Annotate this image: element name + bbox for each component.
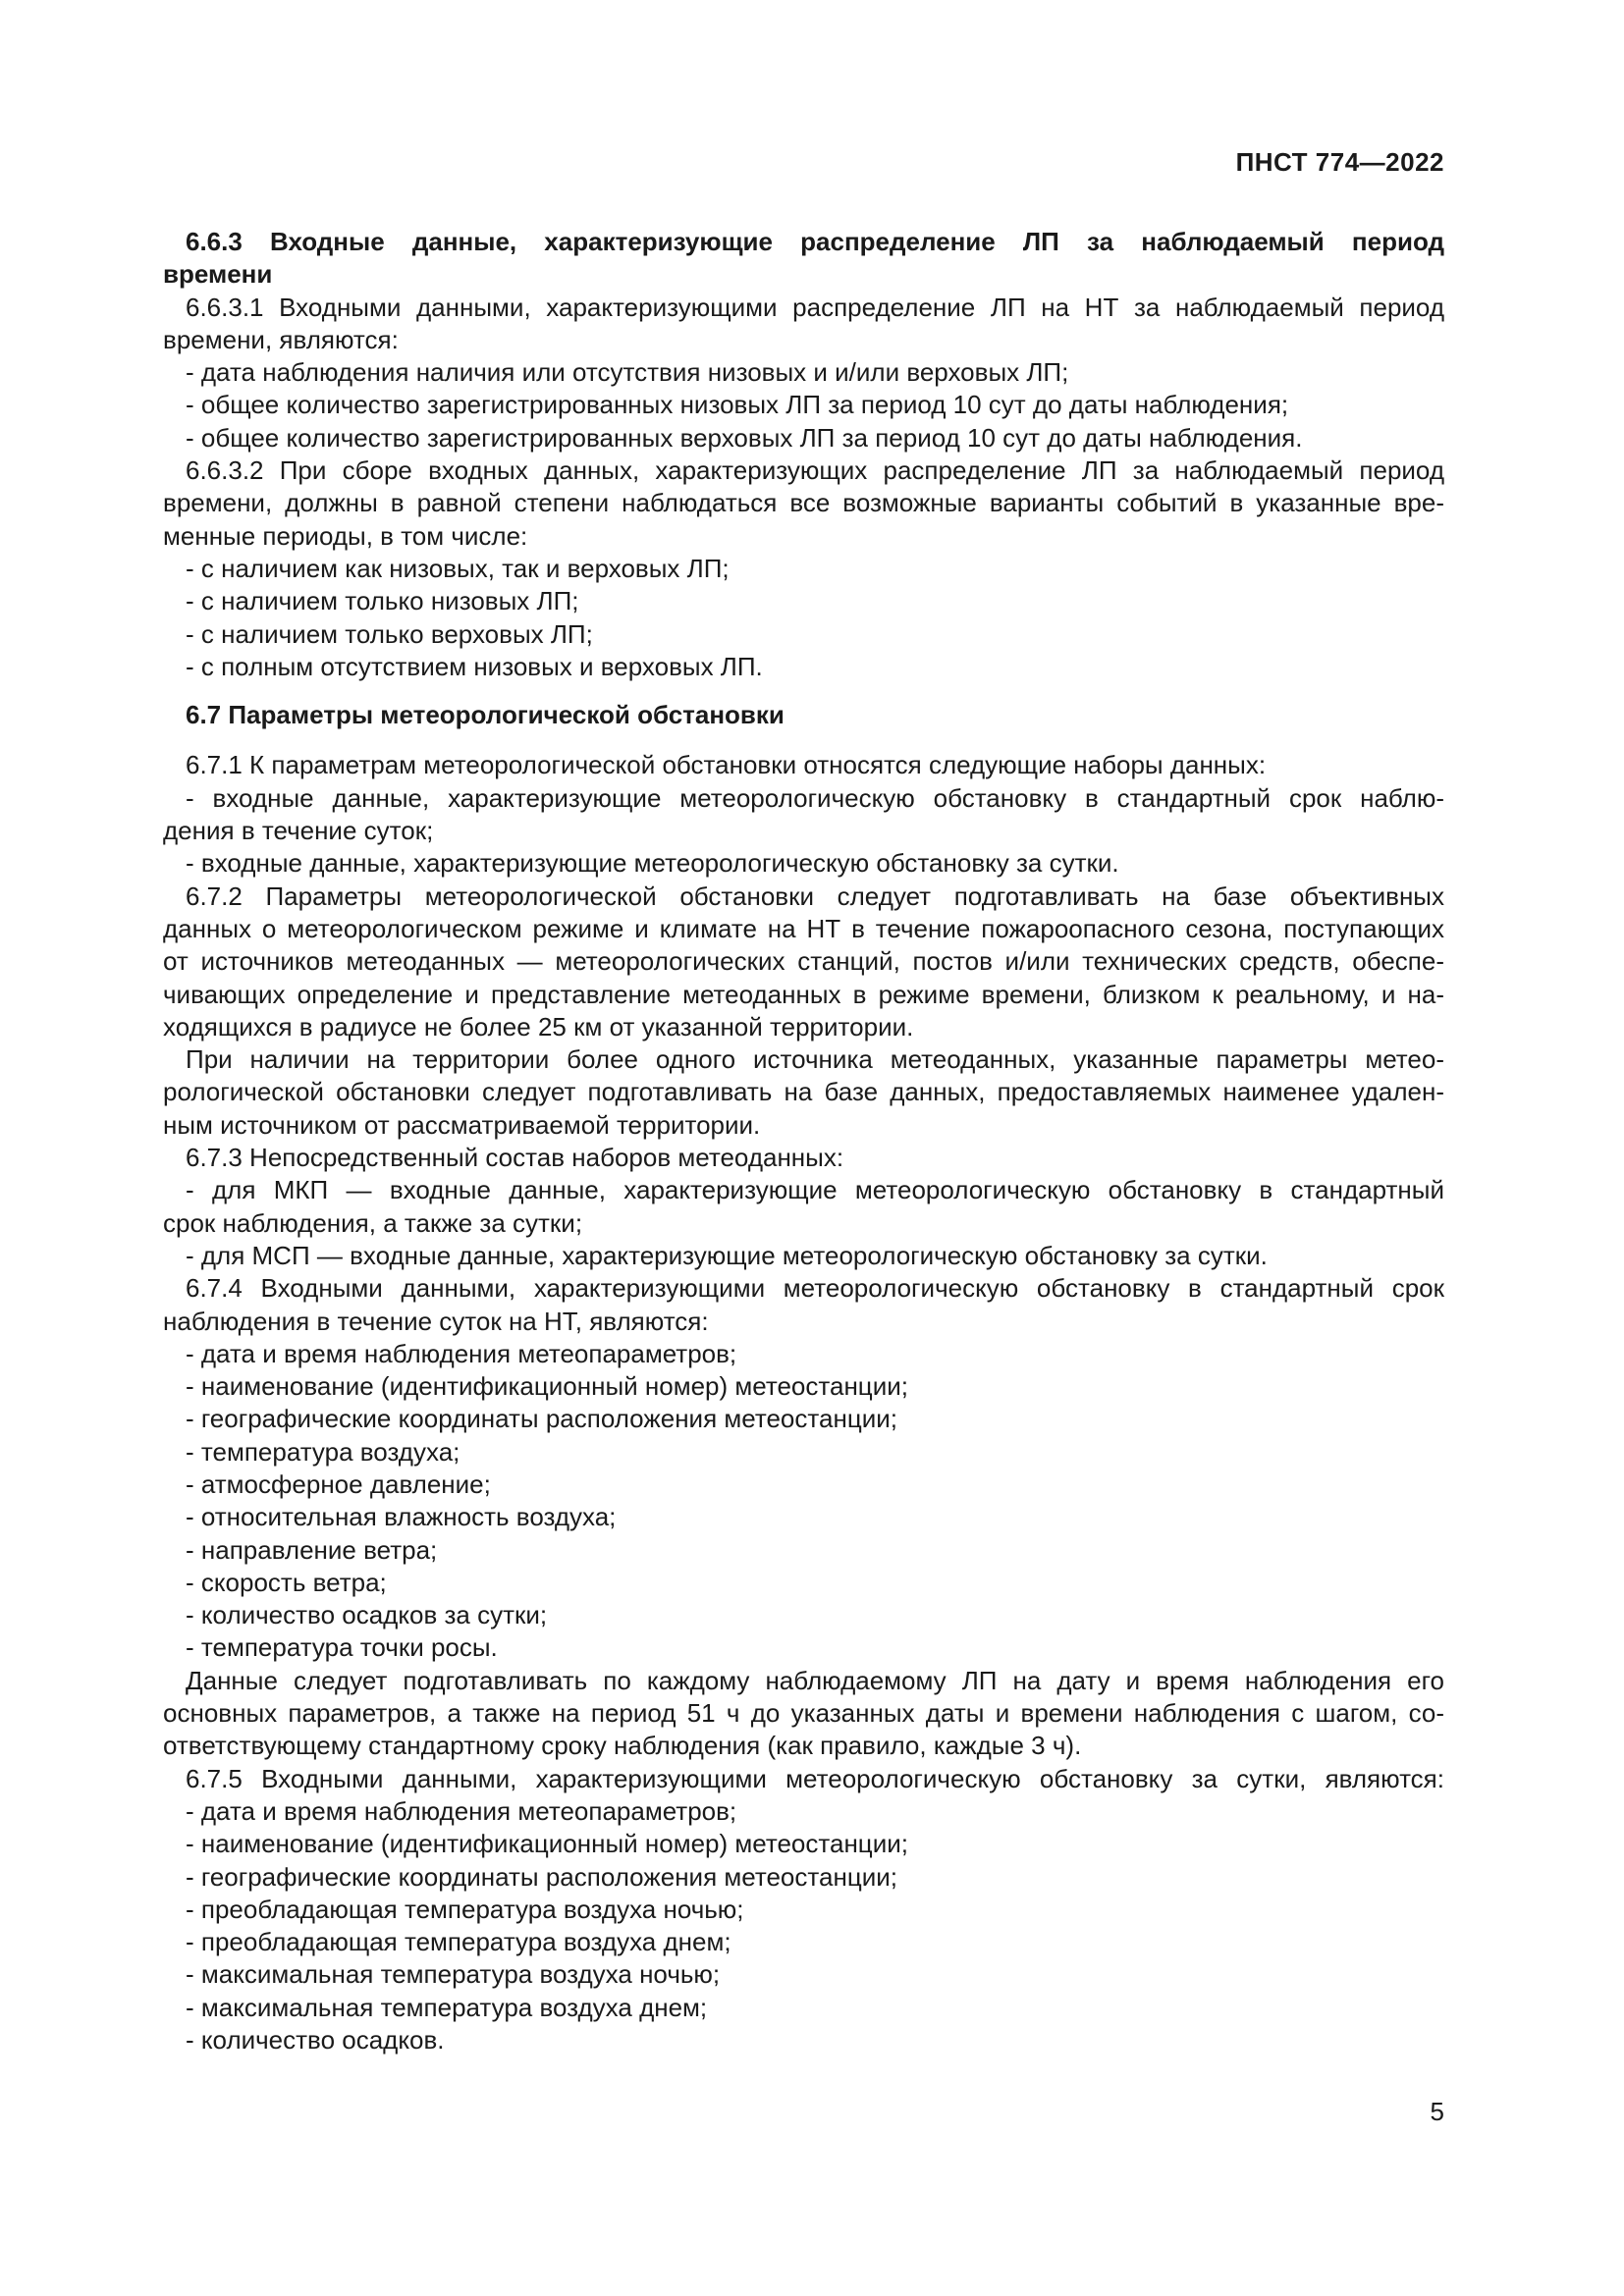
list-item: - количество осадков за сутки; [186,1600,548,1630]
text-line: ходящихся в радиусе не более 25 км от указанной территории. [163,1011,914,1041]
section-heading-6-7: 6.7 Параметры метеорологической обстановки [186,700,785,730]
list-item: - температура воздуха; [186,1436,460,1467]
list-item: - преобладающая температура воздуха днем; [186,1927,731,1957]
list-item: - общее количество зарегистрированных верховых ЛП за период 10 сут до даты наблюдения. [186,422,1303,453]
list-item: - входные данные, характеризующие метеорологическую обстановку в стандартный срок наблю- [186,782,1444,813]
list-item: - для МКП — входные данные, характеризующие метеорологическую обстановку в стандартный [186,1175,1444,1205]
text-line: 6.7.2 Параметры метеорологической обстановки следует подготавливать на базе объективных [186,881,1444,911]
list-item: - максимальная температура воздуха днем; [186,1992,708,2022]
text-line: данных о метеорологическом режиме и климате на НТ в течение пожароопасного сезона, поступающих [163,913,1444,943]
list-item: - наименование (идентификационный номер) метеостанции; [186,1371,908,1402]
text-line: ным источником от рассматриваемой территории. [163,1109,761,1140]
list-item: - направление ветра; [186,1534,438,1565]
list-item: - географические координаты расположения метеостанции; [186,1861,897,1892]
list-item: - для МСП — входные данные, характеризующие метеорологическую обстановку за сутки. [186,1240,1268,1270]
text-line: ответствующему стандартному сроку наблюдения (как правило, каждые 3 ч). [163,1731,1082,1761]
text-line: 6.6.3.2 При сборе входных данных, характеризующих распределение ЛП за наблюдаемый период [186,455,1444,486]
list-item: - дата и время наблюдения метеопараметров; [186,1795,737,1826]
document-body [163,226,1444,2056]
list-item: - с наличием как низовых, так и верховых ЛП; [186,553,730,583]
text-line: 6.7.1 К параметрам метеорологической обстановки относятся следующие наборы данных: [186,750,1267,780]
list-item: - температура точки росы. [186,1632,498,1663]
text-line: При наличии на территории более одного источника метеоданных, указанные параметры метео- [186,1044,1444,1075]
text-line: срок наблюдения, а также за сутки; [163,1207,583,1238]
list-item: - входные данные, характеризующие метеорологическую обстановку за сутки. [186,848,1119,879]
text-line: времени, являются: [163,324,399,354]
text-line: рологической обстановки следует подготавливать на базе данных, предоставляемых наименее удален- [163,1077,1444,1107]
text-line: менные периоды, в том числе: [163,520,528,551]
text-line: 6.7.3 Непосредственный состав наборов метеоданных: [186,1143,844,1173]
text-line: наблюдения в течение суток на НТ, являются: [163,1306,709,1336]
section-heading-6-6-3-cont: времени [163,259,273,290]
text-line: 6.6.3.1 Входными данными, характеризующими распределение ЛП на НТ за наблюдаемый период [186,292,1444,322]
text-line: времени, должны в равной степени наблюдаться все возможные варианты событий в указанные вре- [163,488,1444,518]
list-item: - преобладающая температура воздуха ночью; [186,1894,744,1924]
list-item: - с наличием только верховых ЛП; [186,618,593,649]
list-item: - количество осадков. [186,2025,445,2056]
list-item: - дата и время наблюдения метеопараметров; [186,1338,737,1368]
list-item: - атмосферное давление; [186,1468,491,1499]
text-line: чивающих определение и представление метеоданных в режиме времени, близком к реальному, и на- [163,979,1444,1009]
text-line: от источников метеоданных — метеорологических станций, постов и/или технических средств, обеспе- [163,946,1444,977]
text-line: 6.7.4 Входными данными, характеризующими метеорологическую обстановку в стандартный срок [186,1273,1444,1304]
list-item: - дата наблюдения наличия или отсутствия низовых и и/или верховых ЛП; [186,357,1069,388]
list-item: - с полным отсутствием низовых и верховых ЛП. [186,651,763,681]
list-item: - относительная влажность воздуха; [186,1502,617,1532]
list-item: - с наличием только низовых ЛП; [186,586,579,616]
list-item: - скорость ветра; [186,1567,387,1597]
text-line: основных параметров, а также на период 51 ч до указанных даты и времени наблюдения с шагом, со- [163,1698,1444,1729]
text-line: дения в течение суток; [163,816,434,846]
text-line: Данные следует подготавливать по каждому наблюдаемому ЛП на дату и время наблюдения его [186,1665,1444,1695]
list-item: - географические координаты расположения метеостанции; [186,1404,897,1434]
list-item: - максимальная температура воздуха ночью; [186,1959,721,1990]
list-item: - общее количество зарегистрированных низовых ЛП за период 10 сут до даты наблюдения; [186,390,1289,420]
text-line: 6.7.5 Входными данными, характеризующими метеорологическую обстановку за сутки, являются: [186,1763,1444,1793]
section-heading-6-6-3: 6.6.3 Входные данные, характеризующие распределение ЛП за наблюдаемый период [186,227,1444,256]
page-number: 5 [1430,2097,1444,2126]
document-header-id: ПНСТ 774—2022 [1235,147,1444,177]
list-item: - наименование (идентификационный номер) метеостанции; [186,1829,908,1859]
